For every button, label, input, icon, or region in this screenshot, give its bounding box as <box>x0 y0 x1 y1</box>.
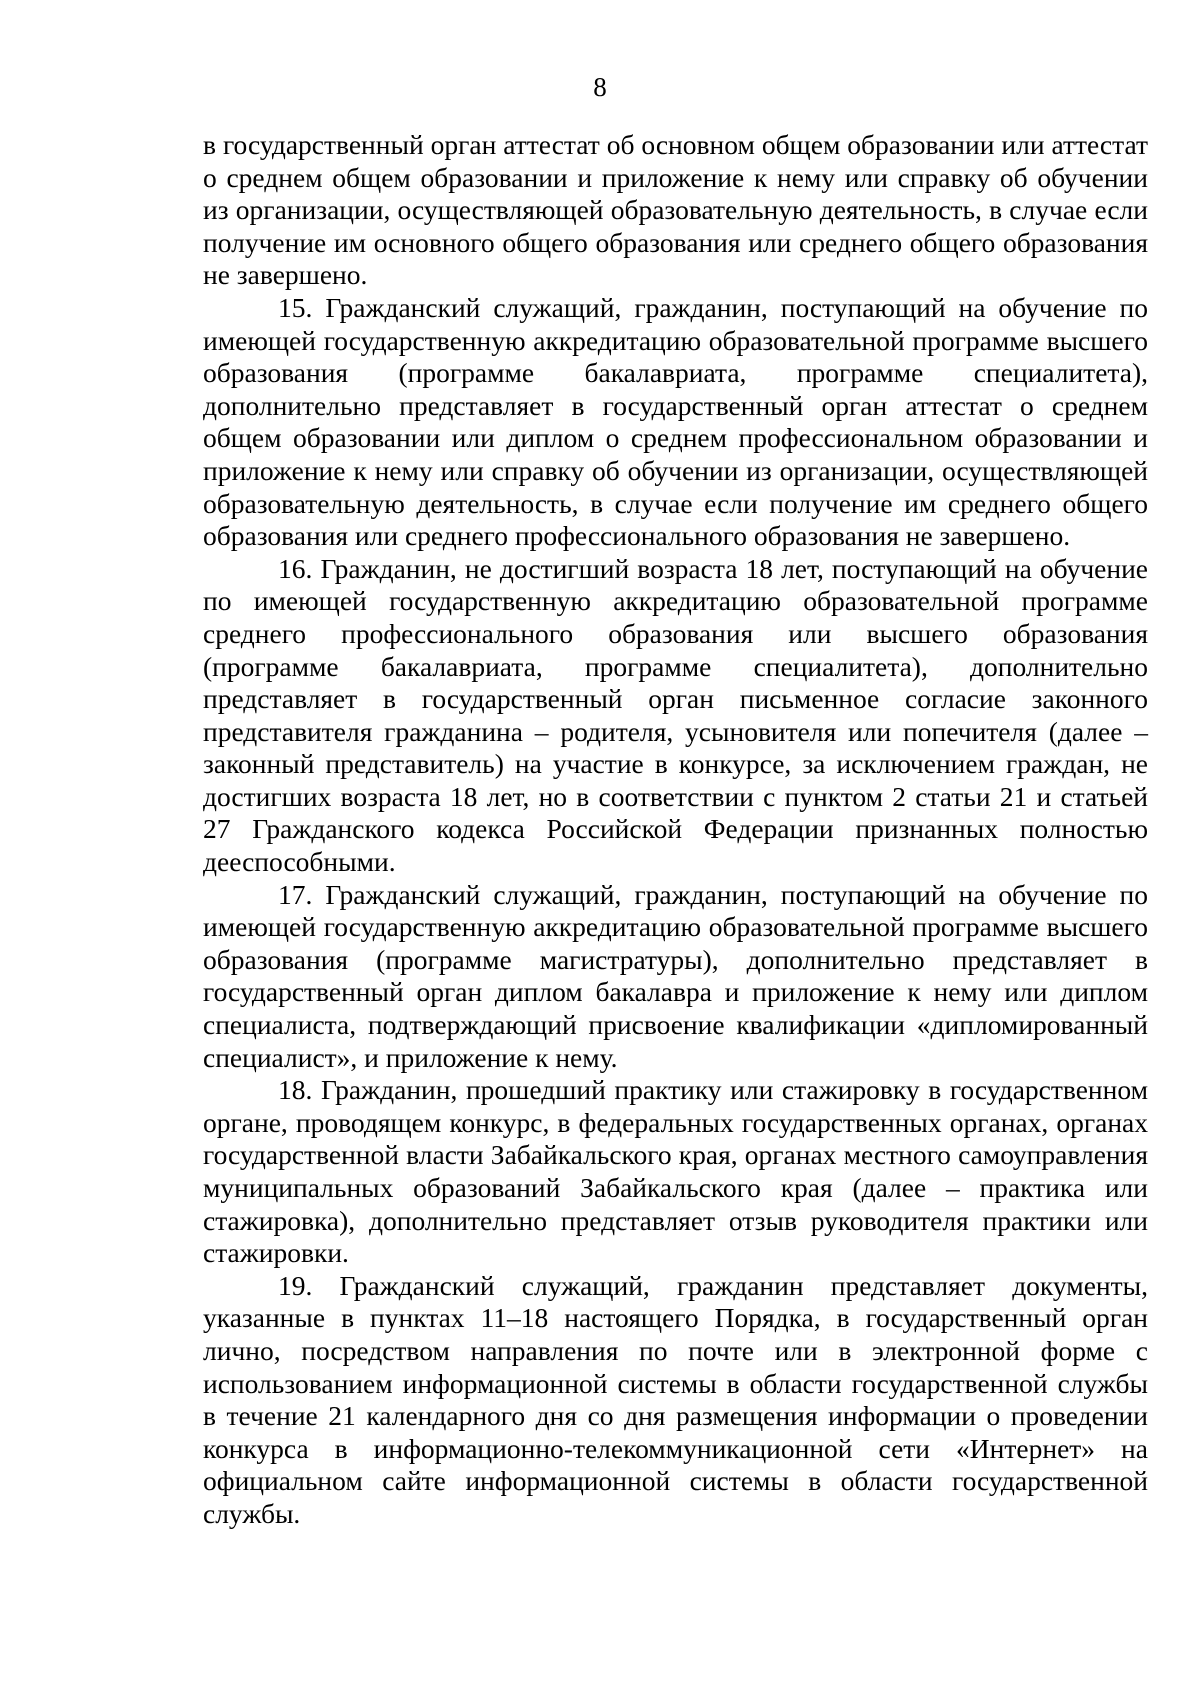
paragraph-15: 15. Гражданский служащий, гражданин, поступающий на обучение по имеющей государственную аккредитацию образовательной программе высшего образования (программе бакалавриата, программе специалитета), дополнительно представляет в государственный орган аттестат о среднем общем образовании или диплом о среднем профессиональном образовании и приложение к нему или справку об обучении из организации, осуществляющей образовательную деятельность, в случае если получение им среднего общего образования или среднего профессионального образования не завершено. <box>203 291 1148 552</box>
page-number: 8 <box>593 72 607 102</box>
paragraph-19: 19. Гражданский служащий, гражданин представляет документы, указанные в пунктах 11–18 настоящего Порядка, в государственный орган лично, посредством направления по почте или в электронной форме с использованием информационной системы в области государственной службы в течение 21 календарного дня со дня размещения информации о проведении конкурса в информационно-телекоммуникационной сети «Интернет» на официальном сайте информационной системы в области государственной службы. <box>203 1269 1148 1529</box>
paragraph-16: 16. Гражданин, не достигший возраста 18 лет, поступающий на обучение по имеющей государственную аккредитацию образовательной программе среднего профессионального образования или высшего образования (программе бакалавриата, программе специалитета), дополнительно представляет в государственный орган письменное согласие законного представителя гражданина – родителя, усыновителя или попечителя (далее – законный представитель) на участие в конкурсе, за исключением граждан, не достигших возраста 18 лет, но в соответствии с пунктом 2 статьи 21 и статьей 27 Гражданского кодекса Российской Федерации признанных полностью дееспособными. <box>203 552 1148 878</box>
paragraph-18: 18. Гражданин, прошедший практику или стажировку в государственном органе, проводящем конкурс, в федеральных государственных органах, органах государственной власти Забайкальского края, органах местного самоуправления муниципальных образований Забайкальского края (далее – практика или стажировка), дополнительно представляет отзыв руководителя практики или стажировки. <box>203 1074 1148 1269</box>
paragraph-17: 17. Гражданский служащий, гражданин, поступающий на обучение по имеющей государственную аккредитацию образовательной программе высшего образования (программе магистратуры), дополнительно представляет в государственный орган диплом бакалавра и приложение к нему или диплом специалиста, подтверждающий присвоение квалификации «дипломированный специалист», и приложение к нему. <box>203 878 1148 1073</box>
document-body <box>203 129 1148 1531</box>
paragraph-14-continued: в государственный орган аттестат об основном общем образовании или аттестат о среднем общем образовании и приложение к нему или справку об обучении из организации, осуществляющей образовательную деятельность, в случае если получение им основного общего образования или среднего общего образования не завершено. <box>203 129 1148 291</box>
